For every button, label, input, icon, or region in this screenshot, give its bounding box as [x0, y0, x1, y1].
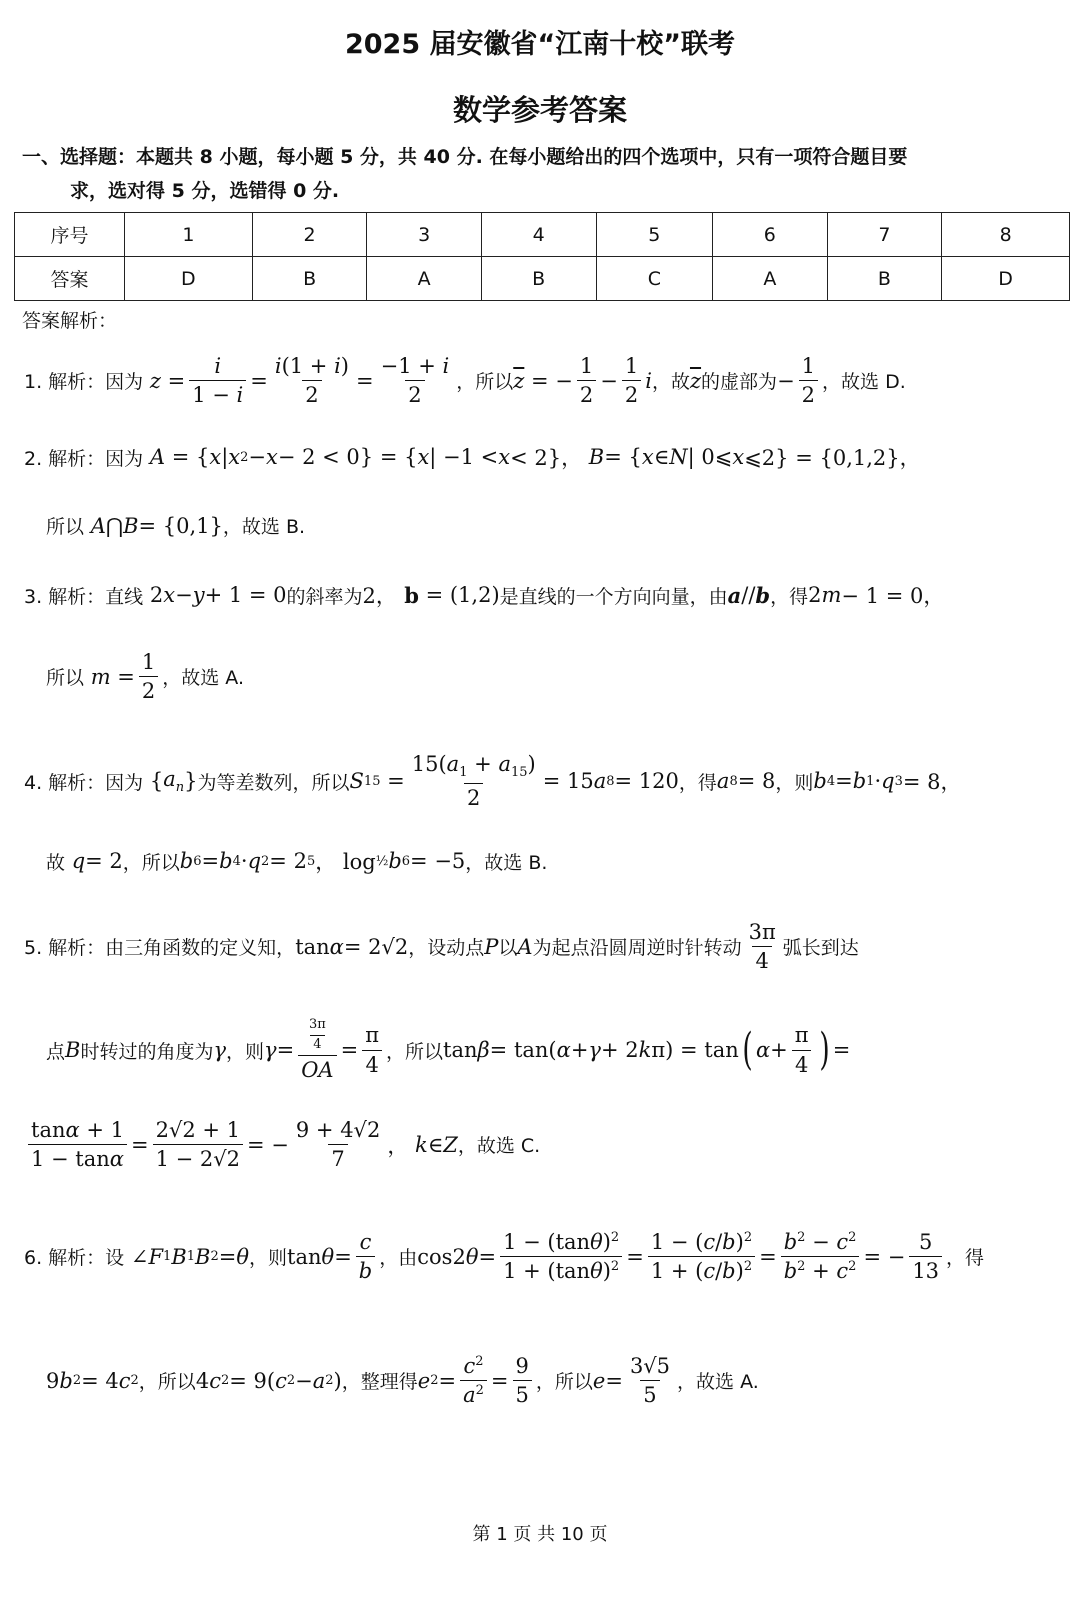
answer-cell: D	[125, 257, 253, 301]
q4-text: ，所以	[122, 851, 180, 874]
answer-table-answer-row	[15, 257, 1070, 301]
q5-head: 5. 解析：	[24, 937, 106, 960]
q4-solution-line2: 故 q = 2 ，所以 b 6 = b 4 · q 2 = 2 5 ， log ½ b 6 = −5 ，故选 B.	[46, 849, 548, 874]
q5-text: 弧长到达	[782, 937, 859, 960]
q4-text: ，故选 B.	[465, 851, 548, 874]
answer-cell: A	[367, 257, 481, 301]
q1-text: ，故选 D.	[822, 371, 906, 394]
number-cell: 3	[367, 213, 481, 257]
q2-solution-line2: 所以 A ⋂ B = {0,1} ，故选 B.	[46, 513, 306, 538]
document-title: 2025 届安徽省“江南十校”联考	[344, 29, 736, 60]
section-heading-line1: 一、选择题：本题共 8 小题，每小题 5 分，共 40 分. 在每小题给出的四个选项中，只有一项符合题目要	[22, 146, 908, 168]
q6-text: ，由	[379, 1247, 418, 1270]
q4-text: ，得	[678, 771, 717, 794]
q6-solution: 6. 解析： 设 ∠ F 1 B 1 B 2 = θ ，则 tan θ = $\frac{c}{b}$ ，由 cos2 θ = $\frac{1 - (\tan\theta)^2}{1 + (\tan\theta)^2}$ = $\frac{1 - (c/b)^2}{1 + (c/b)^2}$ = $\frac{b^2 - c^2}{b^2 + c^2}$ = − $\frac{5}{13}$ ，得	[24, 1230, 985, 1284]
answer-table-number-row	[15, 213, 1070, 257]
q3-text: ，故选 A.	[162, 667, 245, 690]
page-footer: 第 1 页 共 10 页	[472, 1524, 608, 1545]
q3-text: 所以	[46, 667, 85, 690]
answer-cell: C	[596, 257, 713, 301]
number-cell: 4	[481, 213, 596, 257]
q5-text: ，所以	[386, 1040, 444, 1063]
q2-solution: 2. 解析： 因为 A = { x | x 2 − x − 2 < 0} = { x | −1 < x < 2}， B = { x ∈ N | 0⩽ x ⩽2} = {0,1,2}，	[24, 445, 921, 470]
q6-solution-line2: 9 b 2 = 4 c 2 ，所以 4 c 2 = 9( c 2 − a 2 ) ，整理得 e 2 = $\frac{c^2}{a^2}$ = $\frac{9}{5}$ ，所以 e = $\frac{3√5}{5}$ ，故选 A.	[46, 1354, 759, 1408]
number-cell: 2	[252, 213, 367, 257]
row-header-number: 序号	[15, 213, 125, 257]
q6-text: ，整理得	[341, 1371, 418, 1394]
q1-solution: 1. 解析： 因为 z = $\frac{i}{1 - i}$ = $\frac{i(1 + i)}{2}$ = $\frac{-1 + i}{2}$ ，所以 $\overline{z}$ = − $\frac{1}{2}$ − $\frac{1}{2}$ i ，故 $\overline{z}$ 的虚部为 − $\frac{1}{2}$ ，故选 D.	[24, 354, 906, 408]
number-cell: 6	[713, 213, 827, 257]
q6-text: ，所以	[138, 1371, 196, 1394]
q1-text: 因为	[105, 371, 144, 394]
section-heading-line2: 求，选对得 5 分，选错得 0 分.	[70, 180, 340, 202]
number-cell: 7	[827, 213, 942, 257]
q2-text: ，故选 B.	[222, 516, 306, 538]
q4-text: 因为	[105, 771, 144, 794]
q5-text: ，则	[226, 1040, 265, 1063]
answer-cell: B	[481, 257, 596, 301]
q6-head: 6. 解析：	[24, 1247, 106, 1270]
row-header-answer: 答案	[15, 257, 125, 301]
number-cell: 8	[942, 213, 1070, 257]
answer-table	[14, 212, 1070, 301]
q3-text: ，得	[770, 585, 809, 608]
q1-text: ，故	[651, 371, 690, 394]
q3-text: 的斜率为	[286, 585, 363, 608]
q4-text: ，则	[775, 771, 814, 794]
q5-text: 点	[46, 1040, 66, 1063]
section-heading	[22, 140, 1062, 208]
q5-text: ，设动点	[408, 937, 485, 960]
q4-head: 4. 解析：	[24, 771, 106, 794]
q1-text: 的虚部为	[701, 371, 778, 394]
q5-text: 由三角函数的定义知，	[105, 937, 296, 960]
q4-text: 为等差数列，所以	[197, 771, 350, 794]
q5-text: ，故选 C.	[457, 1135, 541, 1158]
answer-cell: A	[713, 257, 827, 301]
q5-text: 时转过的角度为	[80, 1040, 214, 1063]
q5-text: 为起点沿圆周逆时针转动	[532, 937, 742, 960]
q3-head: 3. 解析：	[24, 585, 106, 608]
q5-text: 以	[498, 937, 518, 960]
q2-head: 2. 解析：	[24, 447, 106, 470]
q6-text: ，则	[249, 1247, 288, 1270]
q3-solution: 3. 解析： 直线 2 x − y + 1 = 0 的斜率为 2， b = (1,2) 是直线的一个方向向量，由 a // b ，得 2 m − 1 = 0，	[24, 582, 945, 608]
q3-text: 是直线的一个方向向量，由	[499, 585, 728, 608]
q1-text: ，所以	[456, 371, 514, 394]
q2-text: 因为	[105, 447, 144, 470]
q4-text: 故	[46, 851, 66, 874]
q3-solution-line2: 所以 m = $\frac{1}{2}$ ，故选 A.	[46, 650, 245, 704]
q1-head: 1. 解析：	[24, 371, 106, 394]
q5-solution: 5. 解析： 由三角函数的定义知， tan α = 2√2 ，设动点 P 以 A 为起点沿圆周逆时针转动 $\frac{3\pi}{4}$ 弧长到达	[24, 920, 859, 974]
q3-text: 直线	[105, 585, 144, 608]
q5-solution-line2: 点 B 时转过的角度为 γ ，则 γ = $\frac{\frac{3\pi}{4}}{OA}$ = $\frac{\pi}{4}$ ，所以 tan β = tan( α + γ + 2 k π) = tan ( α + $\frac{\pi}{4}$ ) =	[46, 1017, 851, 1082]
answer-cell: D	[942, 257, 1070, 301]
q2-text: 所以	[46, 516, 85, 538]
q6-text: ，得	[946, 1247, 985, 1270]
analysis-label: 答案解析：	[22, 310, 118, 332]
q6-text: ，所以	[535, 1371, 593, 1394]
document-subtitle: 数学参考答案	[452, 93, 627, 127]
answer-cell: B	[252, 257, 367, 301]
number-cell: 1	[125, 213, 253, 257]
answer-cell: B	[827, 257, 942, 301]
q4-solution: 4. 解析： 因为 { $a_n$ } 为等差数列，所以 S 15 = $\frac{15(a_1 + a_{15})}{2}$ = 15 a 8 = 120 ，得 a 8 = 8 ，则 b 4 = b 1 · q 3 = 8，	[24, 752, 962, 811]
q5-solution-line3: $\frac{\tan\alpha + 1}{1 - \tan\alpha}$ = $\frac{2√2 + 1}{1 - 2√2}$ = − $\frac{9 + 4√2}{7}$ ， k ∈ Z ，故选 C.	[24, 1118, 540, 1171]
q6-text: 设	[105, 1247, 125, 1270]
number-cell: 5	[596, 213, 713, 257]
q6-text: ，故选 A.	[677, 1371, 759, 1394]
